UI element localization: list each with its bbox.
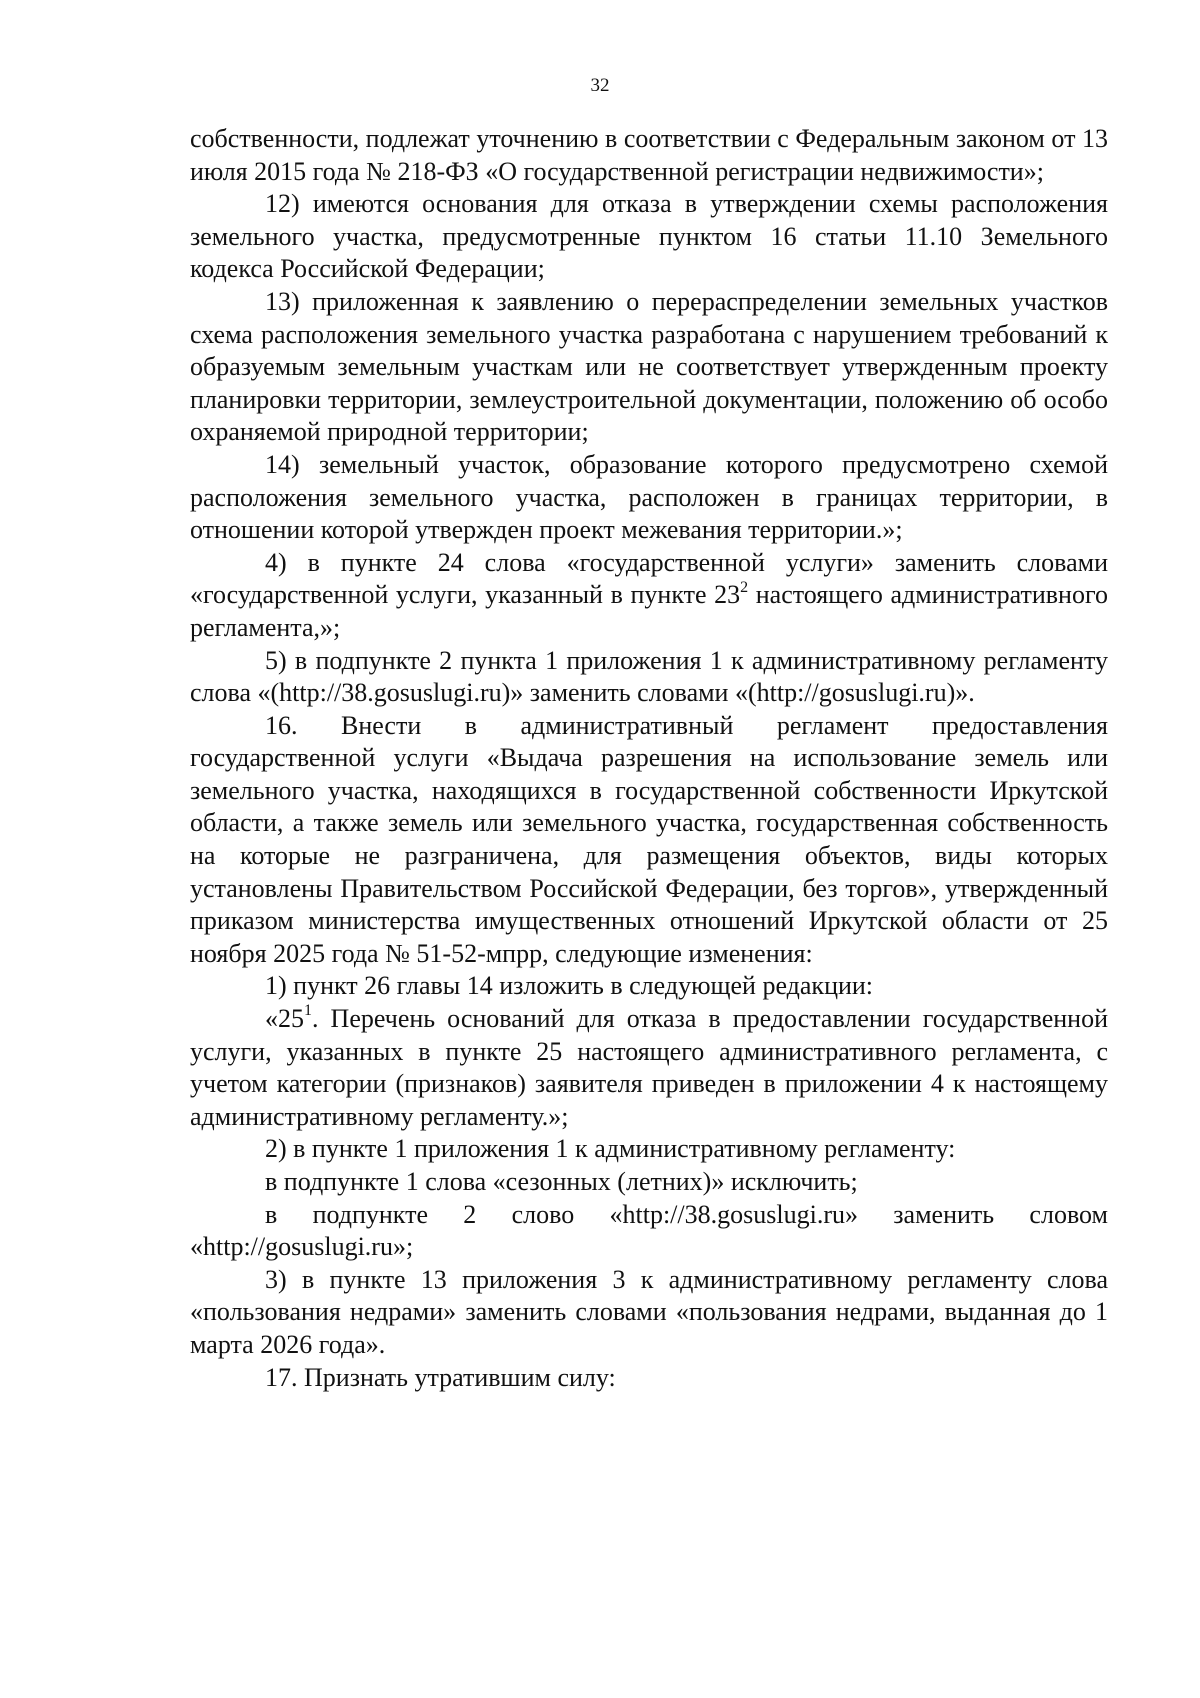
paragraph-section-16: 16. Внести в административный регламент предоставления государственной услуги «Выдача разрешения на использование земель или земельного участка, находящихся в государственной собственности Иркутской области, а также земель или земельного участка, государственная собственность на которые не разграничена, для размещения объектов, виды которых установлены Правительством Российской Федерации, без торгов», утвержденный приказом министерства имущественных отношений Иркутской области от 25 ноября 2025 года № 51-52-мпрр, следующие изменения: (190, 710, 1108, 968)
paragraph-16-item-3: 3) в пункте 13 приложения 3 к административному регламенту слова «пользования недрами» заменить словами «пользования недрами, выданная до 1 марта 2026 года». (190, 1264, 1108, 1359)
superscript-2: 2 (740, 578, 749, 596)
paragraph-item-4 (190, 547, 1108, 645)
paragraph-item-5: 5) в подпункте 2 пункта 1 приложения 1 к административному регламенту слова «(http://38.gosuslugi.ru)» заменить словами «(http://gosuslugi.ru)». (190, 645, 1108, 708)
paragraph-16-item-1: 1) пункт 26 главы 14 изложить в следующей редакции: (265, 971, 874, 1001)
paragraph-16-item-2-sub-2: в подпункте 2 слово «http://38.gosuslugi.ru» заменить словом «http://gosuslugi.ru»; (190, 1199, 1108, 1262)
quoted-25-number: «25 (265, 1004, 304, 1034)
paragraph-item-4-tail: настоящего административного регламента,»; (190, 580, 1108, 642)
superscript-1: 1 (304, 1002, 312, 1020)
paragraph-16-item-2-sub-1: в подпункте 1 слова «сезонных (летних)» исключить; (265, 1167, 858, 1196)
paragraph-section-17: 17. Признать утратившим силу: (265, 1362, 616, 1392)
paragraph-item-13: 13) приложенная к заявлению о перераспределении земельных участков схема расположения земельного участка разработана с нарушением требований к образуемым земельным участкам или не соответствует утвержденным проекту планировки территории, землеустроительной документации, положению об особо охраняемой природной территории; (190, 286, 1108, 447)
paragraph-item-12: 12) имеются основания для отказа в утверждении схемы расположения земельного участка, предусмотренные пунктом 16 статьи 11.10 Земельного кодекса Российской Федерации; (190, 189, 1108, 284)
paragraph-item-14: 14) земельный участок, образование которого предусмотрено схемой расположения земельного участка, расположен в границах территории, в отношении которой утвержден проект межевания территории.»; (190, 449, 1108, 545)
paragraph-item-4-text: 4) в пункте 24 слова «государственной услуги» заменить словами «государственной услуги, указанный в пункте 23 (190, 547, 1108, 610)
paragraph-continuation: собственности, подлежат уточнению в соответствии с Федеральным законом от 13 июля 2015 года № 218-ФЗ «О государственной регистрации недвижимости»; (190, 124, 1108, 186)
page-number: 32 (590, 75, 610, 96)
document-body (190, 123, 1108, 1394)
quoted-25-text: . Перечень оснований для отказа в предоставлении государственной услуги, указанных в пункте 25 настоящего административного регламента, с учетом категории (признаков) заявителя приведен в приложении 4 к настоящему административному регламенту.»; (190, 1004, 1108, 1131)
paragraph-quoted-25-1 (190, 1003, 1108, 1133)
paragraph-16-item-2: 2) в пункте 1 приложения 1 к административному регламенту: (265, 1134, 956, 1164)
